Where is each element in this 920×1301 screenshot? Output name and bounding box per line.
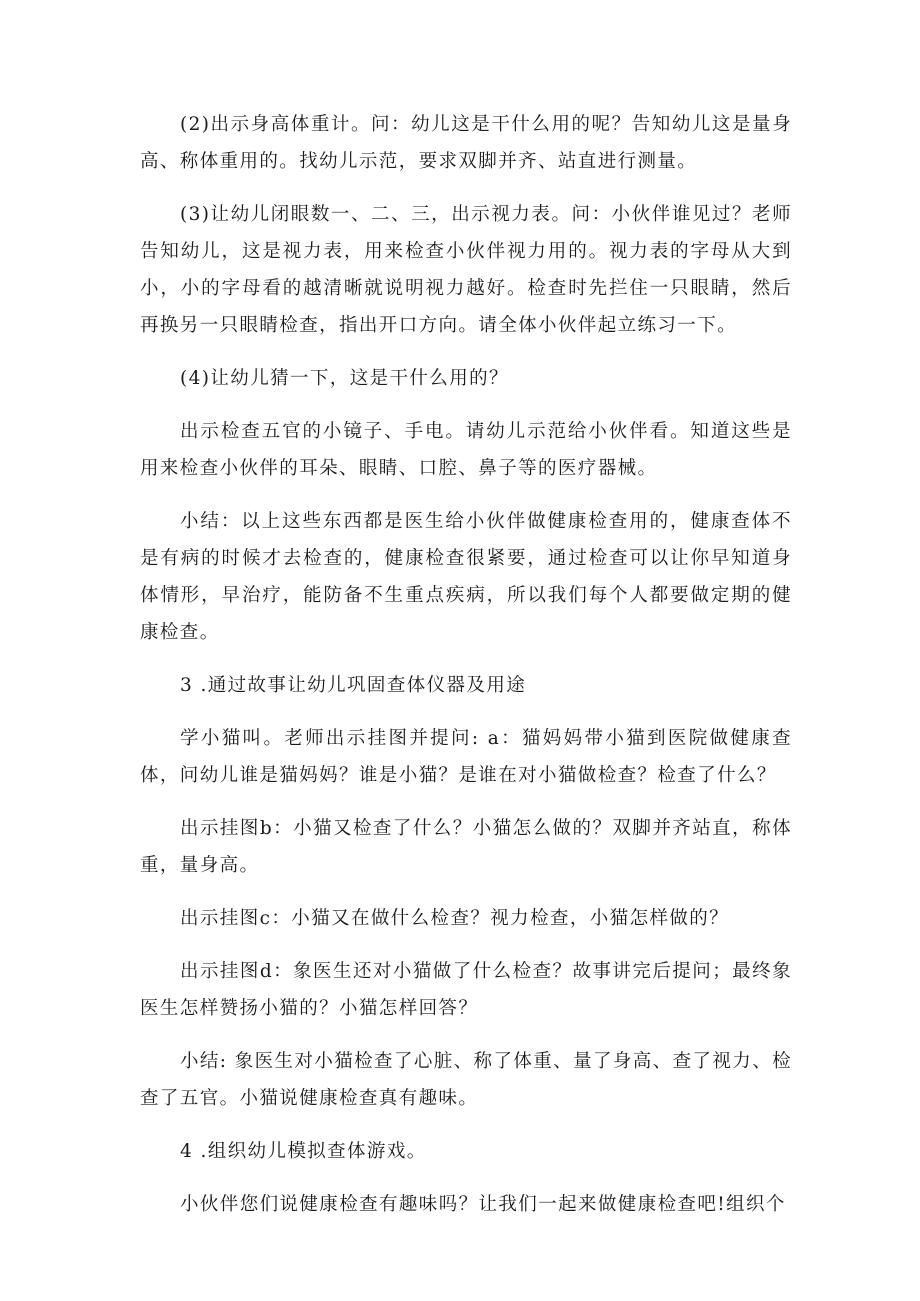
document-body: [140, 106, 792, 1239]
paragraph-height-weight-scale: (2)出示身高体重计。问：幼儿这是干什么用的呢？告知幼儿这是量身高、称体重用的。找幼儿示范，要求双脚并齐、站直进行测量。: [140, 114, 792, 172]
paragraph-guess-question: (4)让幼儿猜一下，这是干什么用的？: [180, 368, 509, 389]
paragraph-mirror-flashlight: 出示检查五官的小镜子、手电。请幼儿示范给小伙伴看。知道这些是用来检查小伙伴的耳朵、眼睛、口腔、鼻子等的医疗器械。: [140, 421, 792, 479]
paragraph-picture-d: 出示挂图d：象医生还对小猫做了什么检查？故事讲完后提问；最终象医生怎样赞扬小猫的？小猫怎样回答？: [140, 961, 792, 1019]
paragraph-eye-chart: (3)让幼儿闭眼数一、二、三，出示视力表。问：小伙伴谁见过？老师告知幼儿，这是视力表，用来检查小伙伴视力用的。视力表的字母从大到小，小的字母看的越清晰就说明视力越好。检查时先拦住一只眼睛，然后再换另一只眼睛检查，指出开口方向。请全体小伙伴起立练习一下。: [140, 204, 792, 336]
paragraph-game-intro: 小伙伴您们说健康检查有趣味吗？让我们一起来做健康检查吧!组织个: [180, 1194, 786, 1215]
paragraph-picture-b: 出示挂图b：小猫又检查了什么？小猫怎么做的？双脚并齐站直，称体重，量身高。: [140, 818, 792, 876]
section-heading-3: 3 .通过故事让幼儿巩固查体仪器及用途: [180, 675, 527, 696]
paragraph-summary-2: 小结: 象医生对小猫检查了心脏、称了体重、量了身高、查了视力、检查了五官。小猫说健康检查真有趣味。: [140, 1051, 792, 1109]
paragraph-picture-a: 学小猫叫。老师出示挂图并提问: a：猫妈妈带小猫到医院做健康查体，问幼儿谁是猫妈妈？谁是小猫？是谁在对小猫做检查？检查了什么？: [140, 728, 792, 786]
paragraph-picture-c: 出示挂图c：小猫又在做什么检查？视力检查，小猫怎样做的？: [180, 908, 730, 929]
section-heading-4: 4 .组织幼儿模拟查体游戏。: [180, 1141, 427, 1162]
paragraph-summary-1: 小结：以上这些东西都是医生给小伙伴做健康检查用的，健康查体不是有病的时候才去检查的，健康检查很紧要，通过检查可以让你早知道身体情形，早治疗，能防备不生重点疾病，所以我们每个人都要做定期的健康检查。: [140, 511, 792, 643]
